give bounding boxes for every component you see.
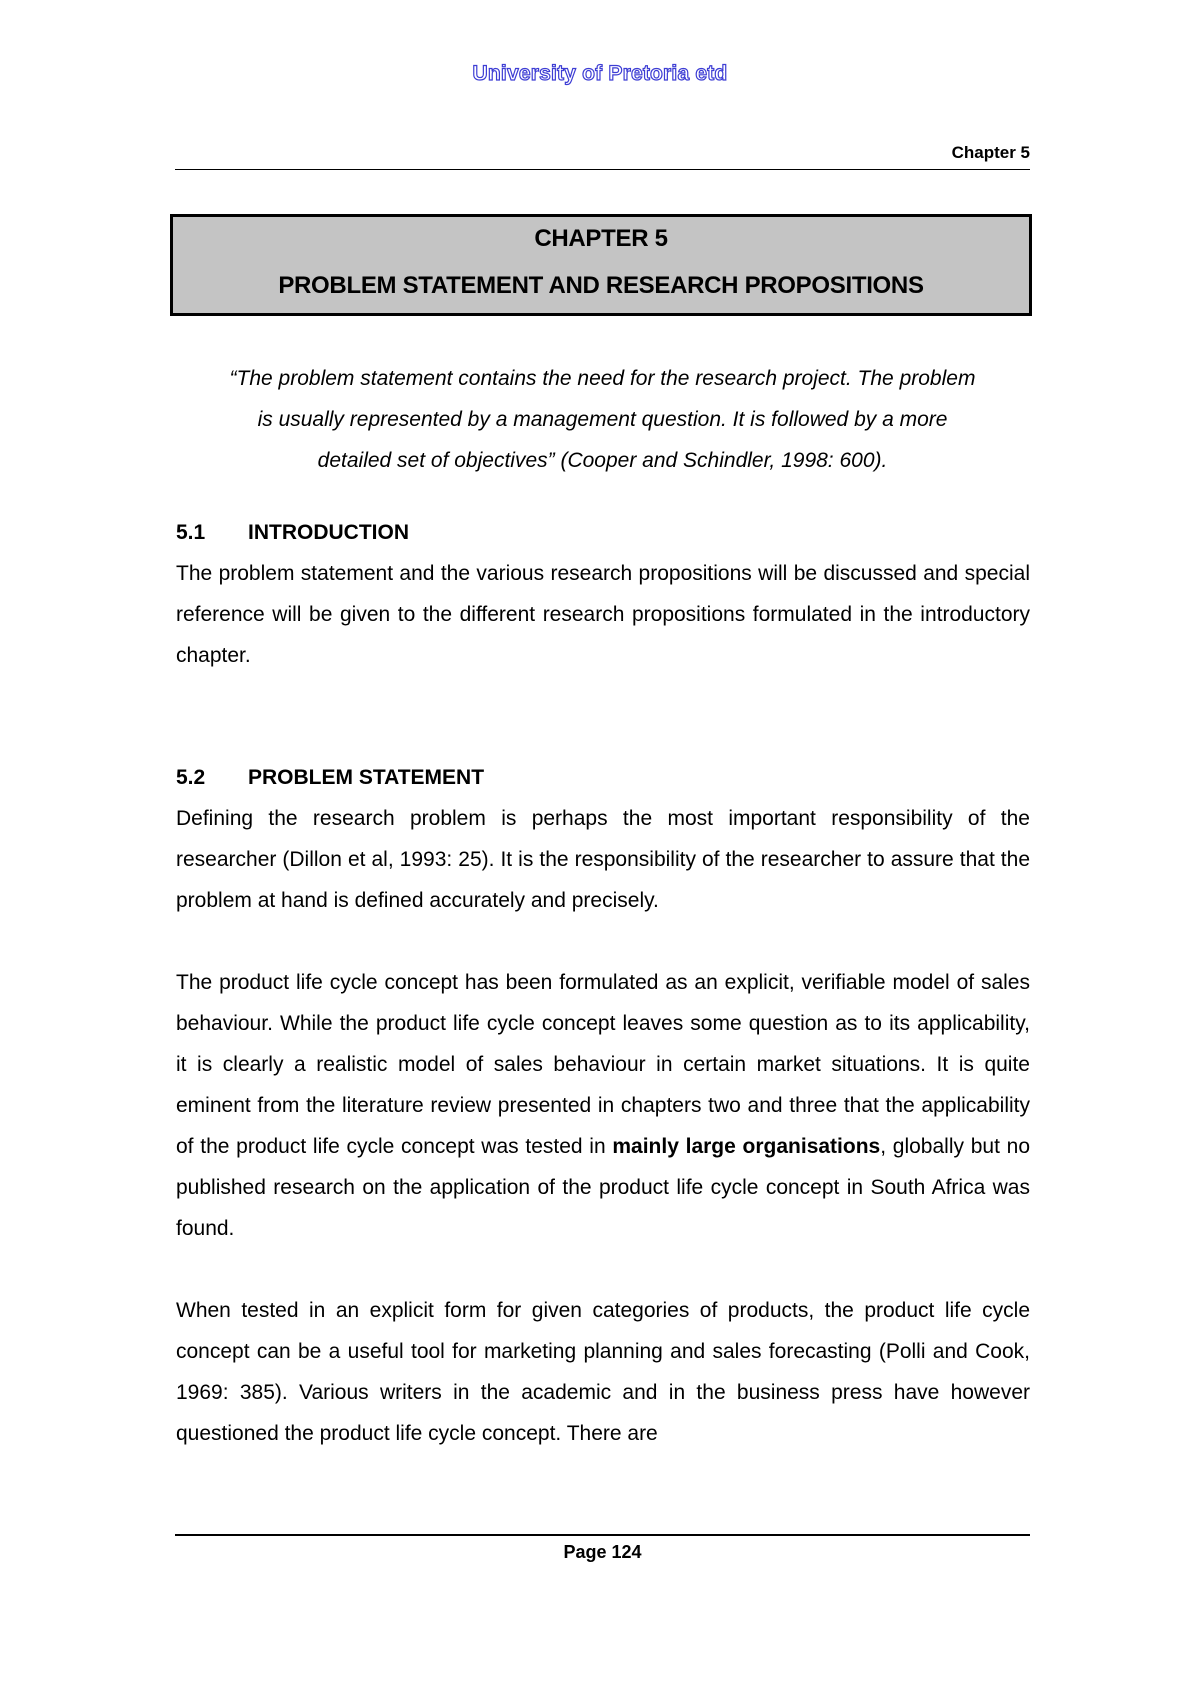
paragraph-text-before: The product life cycle concept has been formulated as an explicit, verifiable model of sales behaviour. While the product life cycle concept leaves some question as to its applicability, it is clearly a realistic model of sales behaviour in certain market situations. It is quite eminent from the literature review presented in chapters two and three that the applicability of the product life cycle concept was tested in — [176, 971, 1030, 1158]
problem-statement-paragraph-2 — [176, 962, 1030, 1249]
paragraph-text: The problem statement and the various research propositions will be discussed and special reference will be given to the different research propositions formulated in the introductory chapter. — [176, 562, 1030, 667]
problem-statement-paragraph-1 — [176, 798, 1030, 921]
page-number: Page 124 — [563, 1542, 642, 1562]
section-heading-introduction — [176, 521, 409, 545]
quote-line: is usually represented by a management question. It is followed by a more — [257, 408, 948, 431]
quote-line: detailed set of objectives” (Cooper and Schindler, 1998: 600). — [317, 449, 888, 472]
page-header — [175, 143, 1030, 170]
chapter-main-title: PROBLEM STATEMENT AND RESEARCH PROPOSITIONS — [278, 272, 924, 299]
quote-line: “The problem statement contains the need for the research project. The problem — [229, 367, 976, 390]
introduction-paragraph — [176, 553, 1030, 676]
problem-statement-paragraph-3 — [176, 1290, 1030, 1454]
watermark-university-of-pretoria: University of Pretoria etd — [472, 62, 728, 85]
emphasis-large-organisations: mainly large organisations — [612, 1135, 881, 1158]
section-heading-problem-statement — [176, 766, 484, 790]
chapter-label: Chapter 5 — [951, 143, 1030, 162]
opening-quote — [175, 358, 1030, 481]
paragraph-text: When tested in an explicit form for given categories of products, the product life cycle concept can be a useful tool for marketing planning and sales forecasting (Polli and Cook, 1969: 385). Various writers in the academic and in the business press have however questioned the product life cycle concept. There are — [176, 1299, 1030, 1445]
section-number: 5.1 — [176, 521, 206, 544]
section-title: PROBLEM STATEMENT — [248, 766, 485, 789]
section-number: 5.2 — [176, 766, 206, 789]
section-title: INTRODUCTION — [248, 521, 409, 544]
page-footer — [175, 1534, 1030, 1563]
paragraph-text — [176, 962, 1030, 1249]
paragraph-text-after: , globally but no published research on the application of the product life cycle concept in South Africa was found. — [176, 1135, 1030, 1240]
chapter-number-title: CHAPTER 5 — [534, 225, 668, 252]
paragraph-text: Defining the research problem is perhaps the most important responsibility of the researcher (Dillon et al, 1993: 25). It is the responsibility of the researcher to assure that the problem at hand is defined accurately and precisely. — [176, 807, 1030, 912]
chapter-title-box — [170, 214, 1032, 316]
